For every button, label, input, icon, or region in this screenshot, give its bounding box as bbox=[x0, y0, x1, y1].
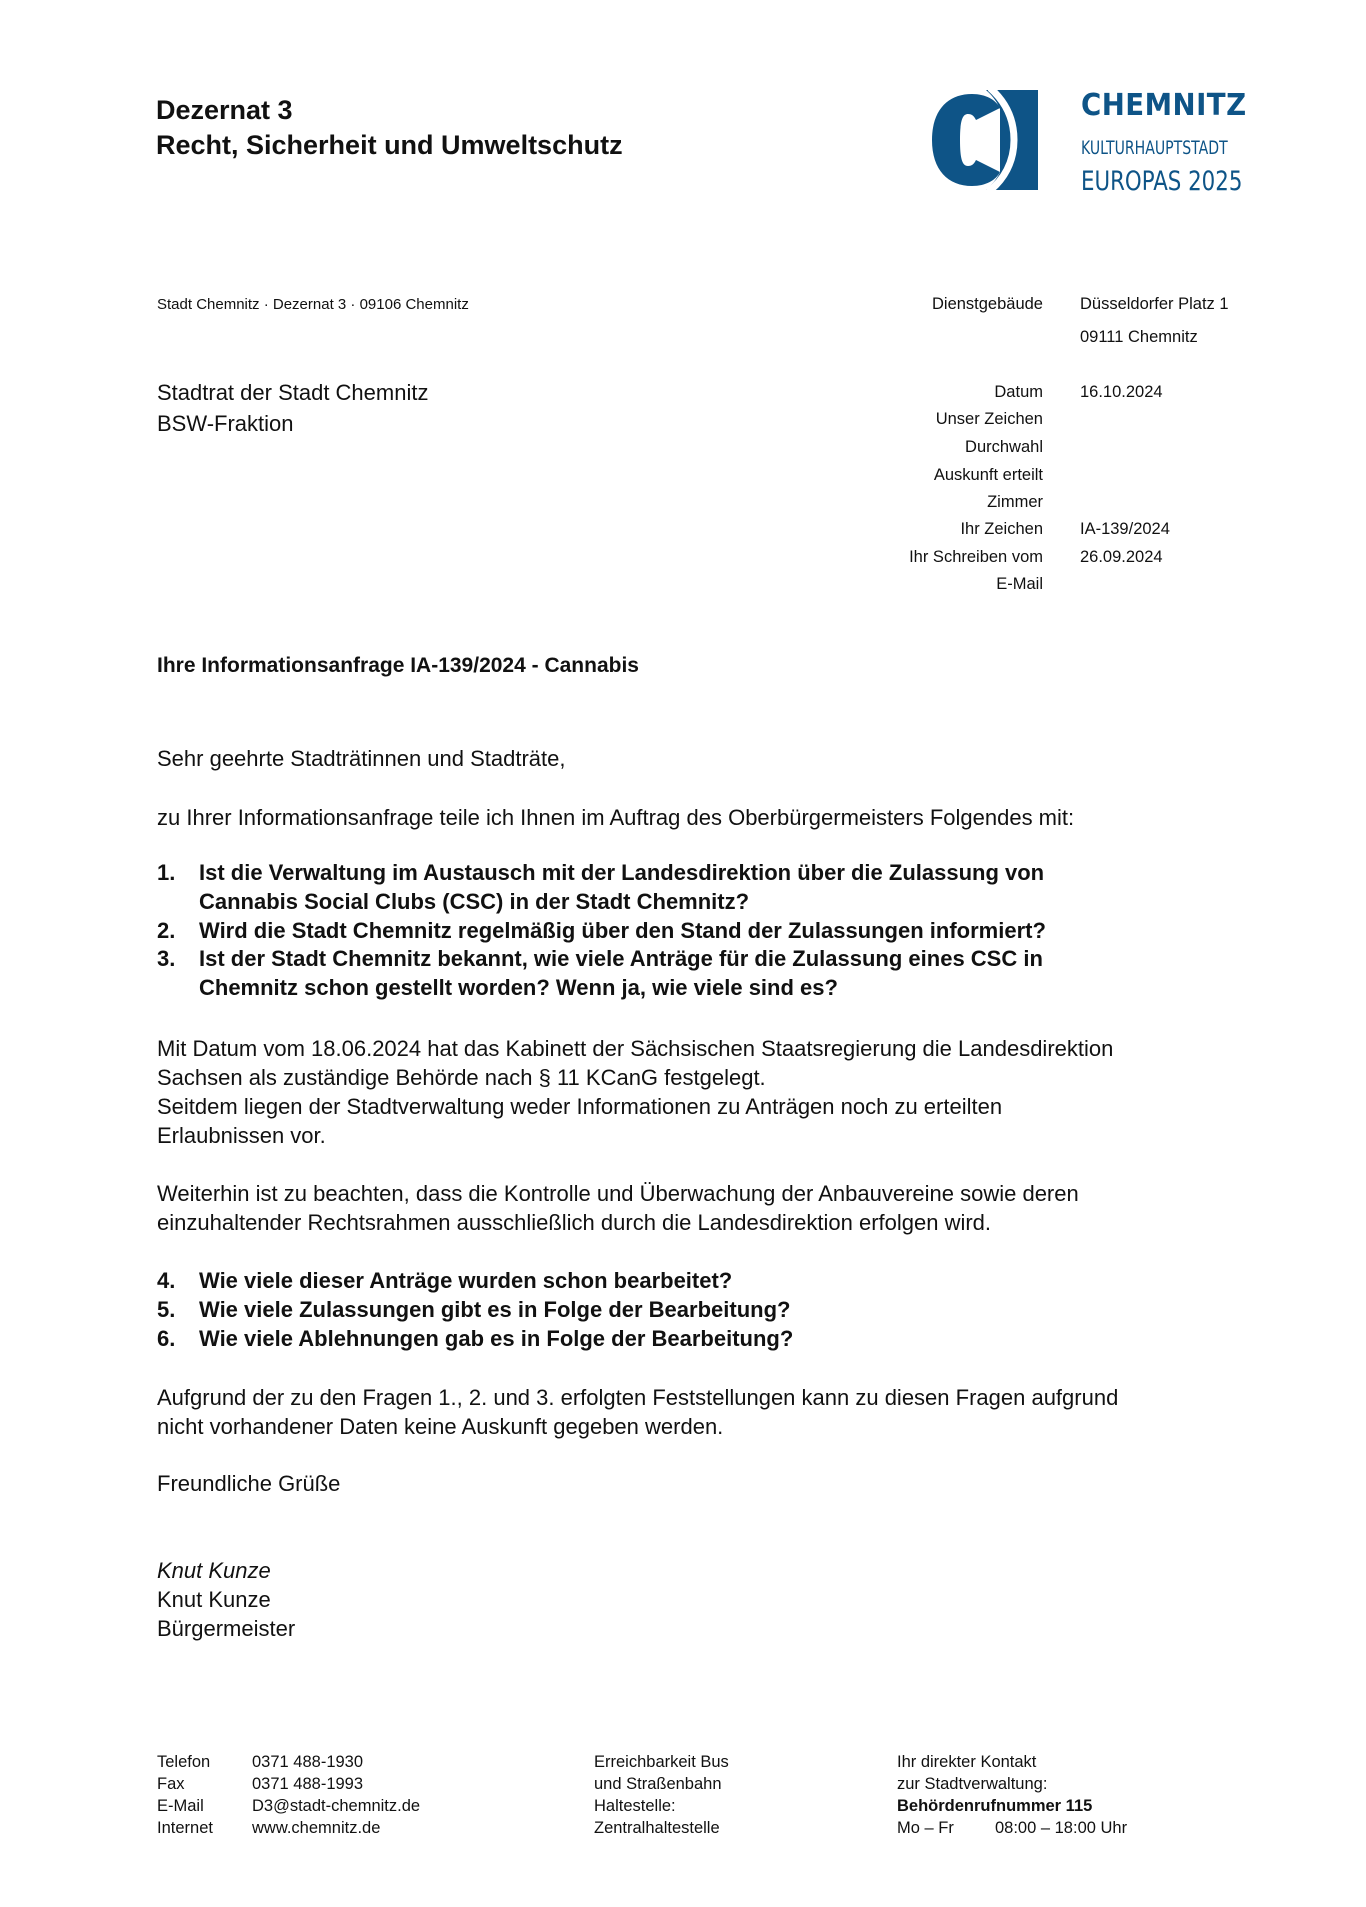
footer-direct-line: Ihr direkter Kontakt bbox=[897, 1753, 1037, 1771]
footer-hotline: Behördenrufnummer 115 bbox=[897, 1797, 1093, 1815]
paragraph-line: Weiterhin ist zu beachten, dass die Kontrolle und Überwachung der Anbauvereine sowie deren bbox=[157, 1181, 1079, 1206]
footer-direct-line: zur Stadtverwaltung: bbox=[897, 1775, 1048, 1793]
question-number: 2. bbox=[157, 918, 176, 943]
recipient-line: BSW-Fraktion bbox=[157, 411, 294, 436]
chemnitz-c-logo-icon bbox=[930, 90, 1042, 192]
logo-text-chemnitz: CHEMNITZ bbox=[1081, 88, 1247, 123]
question-line: Chemnitz schon gestellt worden? Wenn ja, wie viele sind es? bbox=[199, 975, 838, 1000]
logo-text-kulturhauptstadt: KULTURHAUPTSTADT bbox=[1081, 137, 1228, 159]
footer-office-hours: 08:00 – 18:00 Uhr bbox=[995, 1819, 1128, 1837]
salutation: Sehr geehrte Stadträtinnen und Stadträte, bbox=[157, 746, 566, 771]
info-label-ihr-schreiben: Ihr Schreiben vom bbox=[909, 548, 1043, 566]
question-line: Wie viele Ablehnungen gab es in Folge der Bearbeitung? bbox=[199, 1326, 794, 1351]
question-line: Wie viele Zulassungen gibt es in Folge der Bearbeitung? bbox=[199, 1297, 791, 1322]
info-value-datum: 16.10.2024 bbox=[1080, 383, 1163, 401]
paragraph-line: nicht vorhandener Daten keine Auskunft gegeben werden. bbox=[157, 1414, 724, 1439]
info-label-auskunft: Auskunft erteilt bbox=[933, 466, 1043, 484]
footer-transit-line: und Straßenbahn bbox=[594, 1775, 722, 1793]
footer-email: D3@stadt-chemnitz.de bbox=[252, 1797, 421, 1815]
info-label-zimmer: Zimmer bbox=[987, 493, 1043, 511]
question-line: Wie viele dieser Anträge wurden schon bearbeitet? bbox=[199, 1268, 733, 1293]
footer-label: Internet bbox=[157, 1819, 213, 1837]
building-address-line: 09111 Chemnitz bbox=[1080, 328, 1198, 346]
question-line: Cannabis Social Clubs (CSC) in der Stadt Chemnitz? bbox=[199, 889, 750, 914]
footer-phone: 0371 488-1930 bbox=[252, 1753, 364, 1771]
department-name: Dezernat 3 bbox=[156, 95, 293, 125]
paragraph-line: einzuhaltender Rechtsrahmen ausschließlich durch die Landesdirektion erfolgen wird. bbox=[157, 1210, 992, 1235]
paragraph-line: Aufgrund der zu den Fragen 1., 2. und 3. erfolgten Feststellungen kann zu diesen Fragen aufgrund bbox=[157, 1385, 1119, 1410]
paragraph-line: Seitdem liegen der Stadtverwaltung weder Informationen zu Anträgen noch zu erteilten bbox=[157, 1094, 1003, 1119]
footer-office-days: Mo – Fr bbox=[897, 1819, 954, 1837]
paragraph-line: Erlaubnissen vor. bbox=[157, 1123, 326, 1148]
question-number: 5. bbox=[157, 1297, 176, 1322]
footer-label: E-Mail bbox=[157, 1797, 204, 1815]
info-label-email: E-Mail bbox=[996, 575, 1043, 593]
paragraph-line: Mit Datum vom 18.06.2024 hat das Kabinett der Sächsischen Staatsregierung die Landesdirektion bbox=[157, 1036, 1114, 1061]
building-address-line: Düsseldorfer Platz 1 bbox=[1080, 295, 1229, 313]
building-label: Dienstgebäude bbox=[931, 295, 1043, 313]
footer-label: Telefon bbox=[157, 1753, 211, 1771]
info-label-datum: Datum bbox=[994, 383, 1043, 401]
signer-title: Bürgermeister bbox=[157, 1616, 296, 1641]
question-number: 4. bbox=[157, 1268, 176, 1293]
recipient-line: Stadtrat der Stadt Chemnitz bbox=[157, 380, 429, 405]
question-line: Ist der Stadt Chemnitz bekannt, wie viele Anträge für die Zulassung eines CSC in bbox=[199, 946, 1043, 971]
department-title: Recht, Sicherheit und Umweltschutz bbox=[156, 130, 623, 160]
intro-paragraph: zu Ihrer Informationsanfrage teile ich Ihnen im Auftrag des Oberbürgermeisters Folgendes mit: bbox=[157, 805, 1075, 830]
question-line: Ist die Verwaltung im Austausch mit der Landesdirektion über die Zulassung von bbox=[199, 860, 1045, 885]
footer-transit-line: Erreichbarkeit Bus bbox=[594, 1753, 729, 1771]
paragraph-line: Sachsen als zuständige Behörde nach § 11 KCanG festgelegt. bbox=[157, 1065, 766, 1090]
info-value-ihr-zeichen: IA-139/2024 bbox=[1080, 520, 1170, 538]
signer-name: Knut Kunze bbox=[157, 1587, 271, 1612]
question-number: 1. bbox=[157, 860, 176, 885]
footer-website: www.chemnitz.de bbox=[252, 1819, 381, 1837]
info-label-ihr-zeichen: Ihr Zeichen bbox=[960, 520, 1043, 538]
question-number: 3. bbox=[157, 946, 176, 971]
footer-fax: 0371 488-1993 bbox=[252, 1775, 364, 1793]
question-number: 6. bbox=[157, 1326, 176, 1351]
sender-return-address: Stadt Chemnitz · Dezernat 3 · 09106 Chemnitz bbox=[157, 296, 469, 313]
footer-label: Fax bbox=[157, 1775, 185, 1793]
info-label-unser-zeichen: Unser Zeichen bbox=[935, 410, 1043, 428]
info-label-durchwahl: Durchwahl bbox=[965, 438, 1043, 456]
letter-subject: Ihre Informationsanfrage IA-139/2024 - Cannabis bbox=[157, 654, 639, 677]
question-line: Wird die Stadt Chemnitz regelmäßig über den Stand der Zulassungen informiert? bbox=[199, 918, 1046, 943]
footer-transit-line: Haltestelle: bbox=[594, 1797, 676, 1815]
info-value-ihr-schreiben: 26.09.2024 bbox=[1080, 548, 1163, 566]
logo-text-europas: EUROPAS 2025 bbox=[1081, 166, 1243, 197]
footer-transit-line: Zentralhaltestelle bbox=[594, 1819, 720, 1837]
signature: Knut Kunze bbox=[157, 1558, 271, 1583]
closing: Freundliche Grüße bbox=[157, 1471, 341, 1496]
